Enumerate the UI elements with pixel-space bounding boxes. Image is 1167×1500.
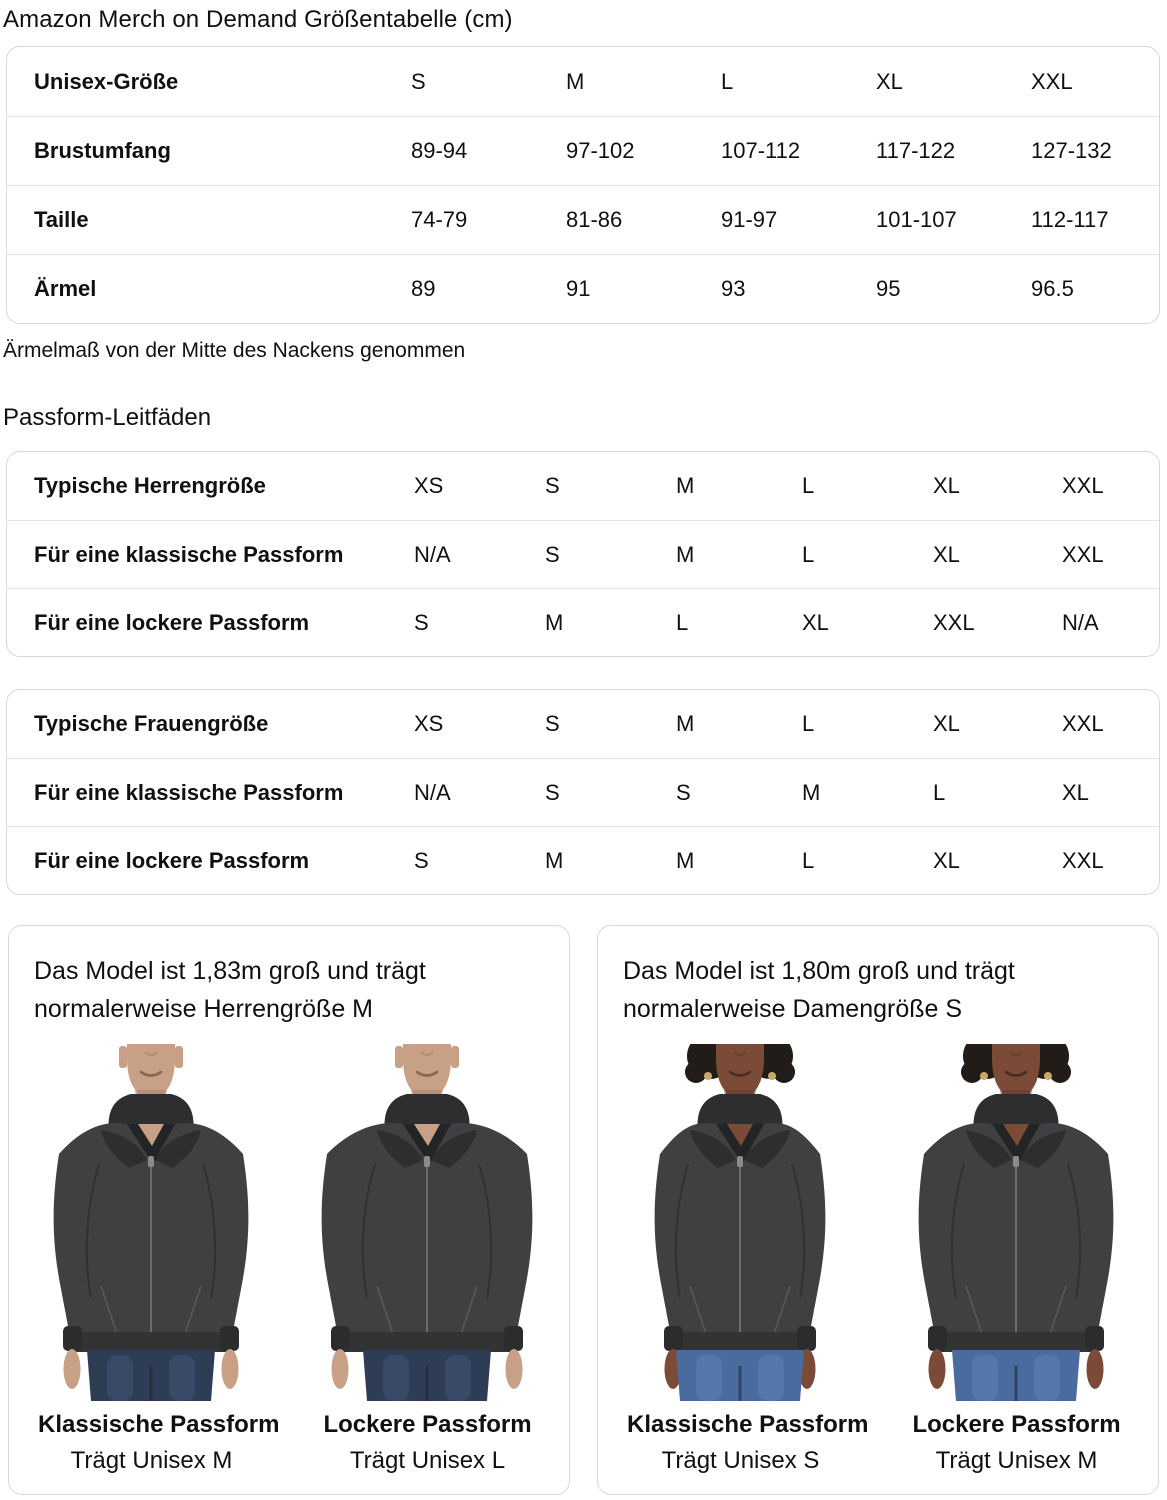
size-value: XXL	[933, 609, 975, 635]
size-value: 91	[566, 276, 591, 301]
size-value: M	[676, 541, 695, 567]
size-value: N/A	[414, 541, 451, 567]
fit-label: Lockere Passform	[912, 1411, 1121, 1438]
size-value: XL	[933, 711, 960, 736]
size-value: L	[802, 541, 815, 567]
size-value: 117-122	[876, 138, 956, 163]
size-value: XS	[414, 711, 444, 736]
size-value: XL	[876, 68, 903, 94]
row-label: Ärmel	[34, 276, 97, 301]
size-chart-table	[6, 46, 1160, 324]
size-value: 96.5	[1031, 276, 1074, 301]
size-value: 97-102	[566, 138, 635, 163]
row-label: Taille	[34, 207, 89, 232]
size-value: XL	[933, 473, 960, 498]
table-row	[7, 588, 1159, 656]
table-row	[7, 690, 1159, 758]
male-model-card	[8, 925, 570, 1495]
size-value: N/A	[414, 779, 451, 805]
table-row	[7, 520, 1159, 588]
size-value: XXL	[1062, 711, 1104, 736]
sleeve-measure-note: Ärmelmaß von der Mitte des Nackens genommen	[3, 339, 466, 362]
size-value: L	[933, 779, 946, 805]
size-value: XL	[802, 609, 829, 635]
table-row	[7, 758, 1159, 826]
size-value: S	[414, 609, 429, 635]
size-value: M	[545, 847, 564, 873]
size-value: XXL	[1031, 68, 1073, 94]
size-label: Trägt Unisex L	[349, 1447, 506, 1474]
size-value: M	[545, 609, 564, 635]
model-cards	[8, 925, 1159, 1495]
size-value: 91-97	[721, 207, 778, 232]
size-value: M	[676, 473, 695, 498]
women-fit-guide-table	[6, 689, 1160, 895]
size-value: XL	[933, 541, 960, 567]
size-value: XXL	[1062, 541, 1104, 567]
model-figures	[34, 1044, 545, 1475]
male-loose-fit-photo	[314, 1044, 541, 1401]
size-value: M	[566, 68, 585, 94]
male-classic-fit-photo	[38, 1044, 265, 1401]
row-label: Typische Herrengröße	[34, 473, 266, 498]
size-value: 112-117	[1031, 207, 1109, 232]
table-row	[7, 254, 1159, 323]
size-value: 93	[721, 276, 746, 301]
fit-label: Klassische Passform	[627, 1411, 869, 1438]
row-label: Unisex-Größe	[34, 68, 179, 94]
size-value: XXL	[1062, 473, 1104, 498]
fit-label: Lockere Passform	[323, 1411, 532, 1438]
size-value: 95	[876, 276, 901, 301]
size-value: M	[802, 779, 821, 805]
size-value: XXL	[1062, 847, 1104, 873]
size-value: XL	[1062, 779, 1089, 805]
model-description: Das Model ist 1,80m groß und trägt normalerweise Damengröße S	[623, 957, 1015, 1023]
fit-guides-heading: Passform-Leitfäden	[3, 404, 212, 431]
size-value: S	[411, 68, 426, 94]
size-value: L	[802, 711, 815, 736]
size-value: XL	[933, 847, 960, 873]
row-label: Typische Frauengröße	[34, 711, 269, 736]
model-figure	[38, 1044, 280, 1475]
fit-label: Klassische Passform	[38, 1411, 280, 1438]
size-value: L	[676, 609, 689, 635]
row-label: Für eine klassische Passform	[34, 779, 344, 805]
size-value: L	[802, 473, 815, 498]
table-row	[7, 185, 1159, 254]
model-figure	[627, 1044, 869, 1475]
size-value: 101-107	[876, 207, 957, 232]
page-title: Amazon Merch on Demand Größentabelle (cm)	[3, 6, 513, 33]
size-label: Trägt Unisex M	[935, 1447, 1098, 1474]
model-figure	[314, 1044, 541, 1475]
table-row	[7, 452, 1159, 520]
model-description: Das Model ist 1,83m groß und trägt normalerweise Herrengröße M	[34, 957, 426, 1023]
size-label: Trägt Unisex S	[661, 1447, 820, 1474]
size-value: 74-79	[411, 207, 468, 232]
size-value: 89	[411, 276, 436, 301]
row-label: Brustumfang	[34, 138, 171, 163]
size-value: M	[676, 847, 695, 873]
female-model-card	[597, 925, 1159, 1495]
table-row	[7, 826, 1159, 894]
size-value: L	[721, 68, 734, 94]
size-value: N/A	[1062, 609, 1099, 635]
size-value: 89-94	[411, 138, 468, 163]
men-fit-guide-table	[6, 451, 1160, 657]
size-value: L	[802, 847, 815, 873]
table-row	[7, 47, 1159, 116]
table-row	[7, 116, 1159, 185]
size-value: S	[545, 541, 560, 567]
model-figures	[623, 1044, 1134, 1475]
size-value: S	[545, 473, 560, 498]
size-value: S	[414, 847, 429, 873]
model-figure	[903, 1044, 1130, 1475]
row-label: Für eine lockere Passform	[34, 847, 310, 873]
size-value: 127-132	[1031, 138, 1112, 163]
female-classic-fit-photo	[627, 1044, 854, 1401]
size-value: 81-86	[566, 207, 623, 232]
row-label: Für eine klassische Passform	[34, 541, 344, 567]
size-value: S	[545, 711, 560, 736]
size-label: Trägt Unisex M	[70, 1447, 233, 1474]
size-value: S	[676, 779, 691, 805]
female-loose-fit-photo	[903, 1044, 1130, 1401]
row-label: Für eine lockere Passform	[34, 609, 310, 635]
size-value: S	[545, 779, 560, 805]
size-value: M	[676, 711, 695, 736]
size-value: 107-112	[721, 138, 801, 163]
size-value: XS	[414, 473, 444, 498]
